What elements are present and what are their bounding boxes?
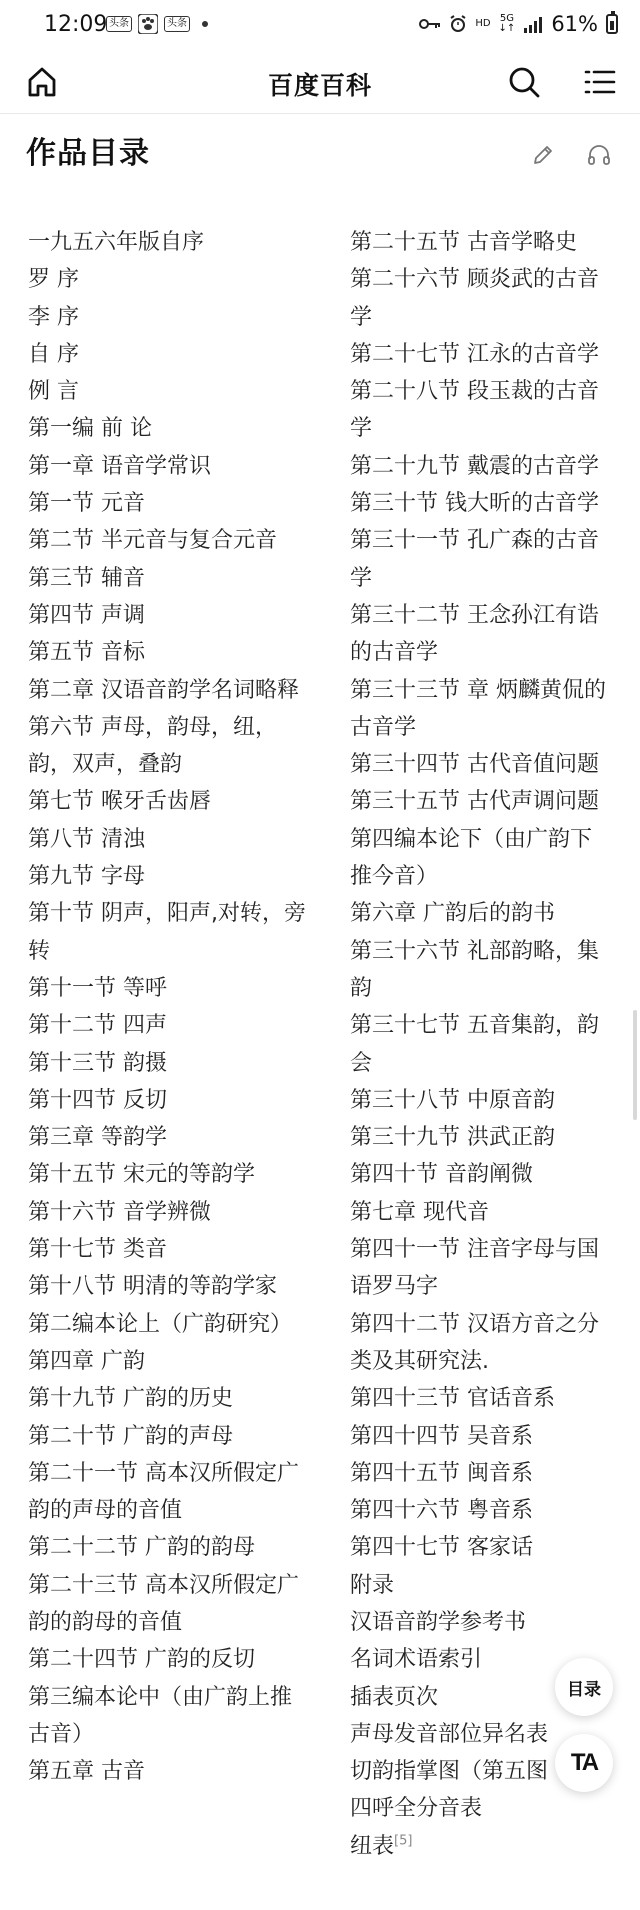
toc-item-label: 第三十六节 礼部韵略，集: [350, 938, 599, 964]
toc-item-label: 古音）: [28, 1721, 95, 1747]
toc-item[interactable]: [350, 560, 622, 597]
toc-item[interactable]: [350, 895, 622, 932]
toc-item[interactable]: [350, 373, 622, 410]
toc-item[interactable]: [28, 597, 328, 634]
toc-item[interactable]: [28, 373, 328, 410]
toc-item-label: 第三十三节 章 炳麟黄侃的: [350, 677, 606, 703]
toc-item-label: 第二十八节 段玉裁的古音: [350, 379, 599, 405]
toc-item[interactable]: [350, 1082, 622, 1119]
toc-item[interactable]: [28, 1306, 328, 1343]
battery-percent: 61%: [551, 12, 598, 36]
scroll-indicator[interactable]: [633, 1010, 637, 1120]
toc-item[interactable]: [350, 746, 622, 783]
toc-item[interactable]: [350, 1119, 622, 1156]
toc-item[interactable]: [28, 709, 328, 746]
toc-item-label: 第四章 广韵: [28, 1348, 145, 1374]
toc-item-label: 第三十九节 洪武正韵: [350, 1125, 555, 1151]
toc-item[interactable]: [350, 1828, 622, 1865]
toc-item-label: 第十一节 等呼: [28, 975, 167, 1001]
toc-item-label: 第三编本论中（由广韵上推: [28, 1684, 293, 1710]
key-icon: [419, 17, 441, 31]
toc-item-label: 第四十六节 粤音系: [350, 1498, 533, 1524]
toc-right-column: [350, 224, 622, 1865]
toc-item[interactable]: [350, 970, 622, 1007]
more-notifications-dot: [202, 21, 208, 27]
toc-item-label: 第三十七节 五音集韵，韵: [350, 1013, 599, 1039]
toc-item-label: 第二十七节 江永的古音学: [350, 341, 599, 367]
toc-item[interactable]: [28, 1156, 328, 1193]
search-icon[interactable]: [506, 64, 542, 100]
toc-item[interactable]: [350, 1268, 622, 1305]
toc-item-label: 一九五六年版自序: [28, 230, 205, 255]
toc-item-label: 转: [28, 938, 51, 964]
edit-pencil-icon[interactable]: [530, 142, 556, 168]
toc-item-label: 第六节 声母，韵母，纽，: [28, 714, 277, 740]
toc-item[interactable]: [350, 1045, 622, 1082]
toc-item-label: 第十五节 宋元的等韵学: [28, 1162, 255, 1188]
network-type: 5G: [499, 13, 514, 24]
toc-item[interactable]: [350, 1380, 622, 1417]
toc-item[interactable]: [28, 1194, 328, 1231]
toc-item-label: 语罗马字: [350, 1274, 439, 1300]
toc-item-label: 第四十二节 汉语方音之分: [350, 1311, 599, 1337]
toc-item-label: 名词术语索引: [350, 1647, 483, 1673]
ta-float-label: TA: [570, 1749, 598, 1776]
toc-item-label: 第四编本论下（由广韵下: [350, 826, 593, 852]
toc-item[interactable]: [28, 1418, 328, 1455]
toc-item[interactable]: [28, 448, 328, 485]
toutiao-badge-icon: 头条: [164, 16, 190, 32]
toc-item[interactable]: [28, 224, 328, 261]
toc-item[interactable]: [350, 1007, 622, 1044]
app-title: 百度百科: [267, 71, 372, 100]
toc-item-label: 纽表: [350, 1833, 395, 1859]
toc-float-button[interactable]: [555, 1658, 613, 1716]
toc-item-label: 学: [350, 416, 373, 442]
toc-item-label: 汉语音韵学参考书: [350, 1609, 527, 1635]
toc-item-label: 第十八节 明清的等韵学家: [28, 1274, 277, 1300]
toc-item-label: 切韵指掌图（第五图: [350, 1759, 549, 1785]
toc-item[interactable]: [350, 1231, 622, 1268]
toutiao-badge-icon: 头条: [106, 16, 132, 32]
toc-item[interactable]: [28, 858, 328, 895]
toc-item[interactable]: [28, 634, 328, 671]
toc-item[interactable]: [350, 1492, 622, 1529]
toc-item-label: 第四十节 音韵阐微: [350, 1162, 533, 1188]
toc-item[interactable]: [28, 1567, 328, 1604]
toc-item-label: 第二十一节 高本汉所假定广: [28, 1460, 299, 1486]
toc-item[interactable]: [350, 1418, 622, 1455]
toc-item-label: 的古音学: [350, 640, 439, 666]
toc-item-label: 第一节 元音: [28, 491, 145, 517]
toc-item[interactable]: [350, 1156, 622, 1193]
toc-item-label: 李 序: [28, 304, 79, 330]
toc-item[interactable]: [350, 933, 622, 970]
toc-item-label: 第四十五节 闽音系: [350, 1460, 533, 1486]
toc-item-label: 第十六节 音学辨微: [28, 1199, 211, 1225]
notification-icons: [106, 14, 208, 34]
toc-item-label: 第十九节 广韵的历史: [28, 1386, 233, 1412]
toc-item[interactable]: [28, 1455, 328, 1492]
toc-item-label: 第二十六节 顾炎武的古音: [350, 267, 599, 293]
toc-item-label: 第三章 等韵学: [28, 1125, 167, 1151]
toc-item[interactable]: [350, 672, 622, 709]
signal-icon: [523, 15, 543, 33]
reference-link[interactable]: [5]: [394, 1833, 413, 1849]
toc-item-label: 第二十五节 古音学略史: [350, 230, 577, 255]
toc-item-label: 第三十二节 王念孙江有诰: [350, 602, 599, 628]
toc-item-label: 会: [350, 1050, 373, 1076]
toc-item-label: 第七节 喉牙舌齿唇: [28, 789, 211, 815]
status-bar: [0, 0, 640, 52]
toc-item[interactable]: [350, 634, 622, 671]
toc-item[interactable]: [28, 970, 328, 1007]
toc-item-label: 第十三节 韵摄: [28, 1050, 167, 1076]
top-nav-bar: [0, 52, 640, 114]
toc-item[interactable]: [28, 1343, 328, 1380]
toc-item[interactable]: [28, 746, 328, 783]
toc-item-label: 例 言: [28, 379, 79, 405]
toc-item-label: 学: [350, 304, 373, 330]
toc-item[interactable]: [350, 1194, 622, 1231]
hd-icon: HD: [475, 18, 491, 29]
status-time: 12:09: [44, 12, 108, 37]
toc-item-label: 第二十三节 高本汉所假定广: [28, 1572, 299, 1598]
toc-item[interactable]: [350, 1306, 622, 1343]
toc-item-label: 第八节 清浊: [28, 826, 145, 852]
toc-item-label: 第二节 半元音与复合元音: [28, 528, 277, 554]
toc-item[interactable]: [350, 522, 622, 559]
toc-item[interactable]: [28, 1268, 328, 1305]
toc-item-label: 第四十一节 注音字母与国: [350, 1237, 599, 1263]
toc-item-label: 第三节 辅音: [28, 565, 145, 591]
toc-item-label: 第三十八节 中原音韵: [350, 1087, 555, 1113]
toc-item-label: 第四十七节 客家话: [350, 1535, 533, 1561]
toc-item-label: 第十二节 四声: [28, 1013, 167, 1039]
toc-item[interactable]: [350, 821, 622, 858]
toc-item[interactable]: [350, 1790, 622, 1827]
toc-item-label: 韵的韵母的音值: [28, 1609, 183, 1635]
toc-item-label: 四呼全分音表: [350, 1796, 483, 1822]
toc-item-label: 附录: [350, 1572, 395, 1598]
toc-item-label: 第四十四节 吴音系: [350, 1423, 533, 1449]
toc-item-label: 第三十四节 古代音值问题: [350, 752, 599, 778]
toc-item-label: 第三十一节 孔广森的古音: [350, 528, 599, 554]
toc-item[interactable]: [350, 224, 622, 261]
toc-item[interactable]: [350, 336, 622, 373]
toc-item[interactable]: [350, 709, 622, 746]
toc-item[interactable]: [28, 1119, 328, 1156]
toc-left-column: [28, 224, 328, 1790]
battery-icon: [606, 14, 618, 34]
toc-item-label: 第三十五节 古代声调问题: [350, 789, 599, 815]
toc-item[interactable]: [28, 1529, 328, 1566]
toc-item[interactable]: [28, 1492, 328, 1529]
toc-item-label: 第二章 汉语音韵学名词略释: [28, 677, 299, 703]
toc-item[interactable]: [28, 336, 328, 373]
toc-item[interactable]: [28, 1007, 328, 1044]
headphones-icon[interactable]: [586, 142, 612, 168]
toc-item-label: 第九节 字母: [28, 864, 145, 890]
toc-item[interactable]: [28, 560, 328, 597]
toc-item-label: 第四十三节 官话音系: [350, 1386, 555, 1412]
toc-item-label: 韵，双声，叠韵: [28, 752, 183, 778]
toc-item-label: 第一章 语音学常识: [28, 453, 211, 479]
toc-item-label: 类及其研究法.: [350, 1348, 489, 1374]
network-arrows: ↓↑: [498, 23, 516, 34]
toc-item[interactable]: [350, 299, 622, 336]
toc-item[interactable]: [28, 933, 328, 970]
toc-item[interactable]: [350, 858, 622, 895]
toc-item[interactable]: [28, 1753, 328, 1790]
toc-item-label: 韵的声母的音值: [28, 1498, 183, 1524]
toc-item[interactable]: [28, 1045, 328, 1082]
toc-item[interactable]: [28, 821, 328, 858]
toc-item-label: 第十节 阴声，阳声,对转，旁: [28, 901, 306, 927]
toc-item-label: 第二十节 广韵的声母: [28, 1423, 233, 1449]
toc-item[interactable]: [28, 895, 328, 932]
toc-item[interactable]: [350, 410, 622, 447]
menu-icon[interactable]: [582, 64, 618, 100]
toc-item-label: 第五章 古音: [28, 1759, 145, 1785]
system-icons: [419, 12, 618, 36]
baidu-paw-icon: [138, 14, 158, 34]
toc-item-label: 第二十二节 广韵的韵母: [28, 1535, 255, 1561]
toc-item[interactable]: [28, 1231, 328, 1268]
toc-item[interactable]: [28, 1716, 328, 1753]
toc-item-label: 第十四节 反切: [28, 1087, 167, 1113]
toc-item[interactable]: [350, 485, 622, 522]
alarm-icon: [449, 15, 467, 33]
toc-float-label: 目录: [567, 1679, 601, 1700]
toc-item-label: 自 序: [28, 341, 79, 367]
toc-item[interactable]: [28, 672, 328, 709]
toc-item[interactable]: [28, 783, 328, 820]
toc-item-label: 第五节 音标: [28, 640, 145, 666]
toc-item-label: 第七章 现代音: [350, 1199, 489, 1225]
toc-item[interactable]: [28, 261, 328, 298]
toc-item[interactable]: [350, 448, 622, 485]
ta-float-button[interactable]: [555, 1734, 613, 1792]
toc-item[interactable]: [28, 522, 328, 559]
toc-item[interactable]: [350, 783, 622, 820]
toc-item[interactable]: [28, 1641, 328, 1678]
toc-item-label: 第六章 广韵后的韵书: [350, 901, 555, 927]
toc-item[interactable]: [28, 1082, 328, 1119]
toc-item[interactable]: [28, 410, 328, 447]
toc-item-label: 插表页次: [350, 1684, 439, 1710]
toc-item-label: 第三十节 钱大昕的古音学: [350, 491, 599, 517]
toc-item[interactable]: [28, 1380, 328, 1417]
toc-item-label: 韵: [350, 975, 373, 1001]
network-icon: [499, 14, 516, 34]
toc-item[interactable]: [350, 1529, 622, 1566]
toc-item[interactable]: [350, 1604, 622, 1641]
toc-item[interactable]: [350, 261, 622, 298]
toc-item[interactable]: [28, 485, 328, 522]
toc-item[interactable]: [350, 1455, 622, 1492]
toc-item-label: 古音学: [350, 714, 417, 740]
toc-item-label: 罗 序: [28, 267, 79, 293]
toc-item[interactable]: [350, 597, 622, 634]
toc-item-label: 第十七节 类音: [28, 1237, 167, 1263]
toc-item-label: 推今音）: [350, 864, 439, 890]
toc-item-label: 学: [350, 565, 373, 591]
toc-item-label: 第二十四节 广韵的反切: [28, 1647, 255, 1673]
toc-item[interactable]: [28, 299, 328, 336]
toc-item[interactable]: [28, 1679, 328, 1716]
toc-item-label: 第二编本论上（广韵研究）: [28, 1311, 293, 1337]
toc-item-label: 第二十九节 戴震的古音学: [350, 453, 599, 479]
section-title: 作品目录: [26, 136, 150, 171]
toc-item-label: 声母发音部位异名表: [350, 1721, 549, 1747]
toc-item[interactable]: [350, 1567, 622, 1604]
toc-item[interactable]: [350, 1343, 622, 1380]
toc-item[interactable]: [28, 1604, 328, 1641]
toc-item-label: 第一编 前 论: [28, 416, 152, 442]
toc-item-label: 第四节 声调: [28, 602, 145, 628]
